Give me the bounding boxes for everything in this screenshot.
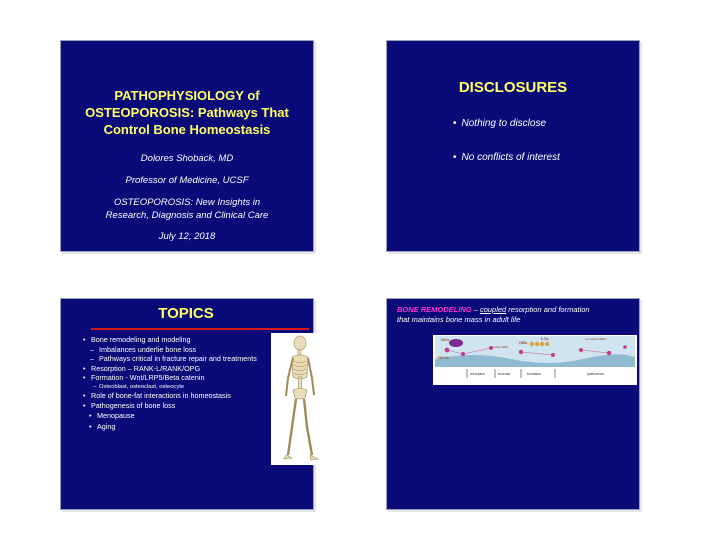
presentation-title [69,87,305,138]
heading-rest: resorption and formation [506,305,590,314]
skeleton-illustration [271,333,327,465]
heading-label: BONE REMODELING [397,305,472,314]
phase-label: reversal [498,372,511,376]
topic-item: • Formation - Wnt/LRP5/Beta catenin [83,373,291,383]
disclosures-title: DISCLOSURES [458,79,568,96]
author-name: Dolores Shoback, MD [140,153,234,164]
phase-label: formation [527,372,542,376]
slide-topics [60,298,314,510]
title-line-1: PATHOPHYSIOLOGY of [114,88,260,103]
topic-item: • Role of bone-fat interactions in homeostasis [83,391,291,401]
label-active-bmu: active BMU [493,345,509,349]
topic-subitem-text: Pathways critical in fracture repair and treatments [99,354,257,364]
topic-subitem-text: Osteoblast, osteoclast, osteocyte [99,383,185,390]
topic-item: • Bone remodeling and modeling [83,335,291,345]
label-obs: OBs [519,340,528,345]
topic-subitem-text: Imbalances underlie bone loss [99,344,197,354]
disclosure-text: Nothing to disclose [461,118,547,129]
disclosure-bullet [453,152,560,163]
bullet-icon: • [453,118,457,129]
topic-subitem: – Pathways critical in fracture repair and treatments [90,354,257,364]
label-lcs: LCs [541,336,549,341]
disclosure-text: No conflicts of interest [461,152,560,163]
label-ocys: OCYs [438,355,449,360]
topic-subitem: – Osteoblast, osteoclast, osteocyte [93,383,185,390]
presentation-date: July 12, 2018 [158,231,216,242]
topics-list [83,335,299,431]
slide-title [60,40,314,252]
bone-remodeling-diagram [433,335,637,385]
slide-bone-remodeling [386,298,640,510]
phase-label: quiescence [587,372,605,376]
slide-disclosures [386,40,640,252]
title-line-3: Control Bone Homeostasis [103,122,271,137]
disclosure-bullet [453,118,546,129]
topic-subitem: – Imbalances underlie bone loss [90,344,197,354]
topics-title: TOPICS [158,305,214,322]
title-line-2: OSTEOPOROSIS: Pathways That [85,105,289,120]
event-line-1: OSTEOPOROSIS: New Insights in [113,197,261,208]
author-position: Professor of Medicine, UCSF [125,175,249,186]
heading-coupled: coupled [479,305,507,314]
label-completed-bmu: completed BMU [585,337,607,341]
remodeling-heading [397,305,637,325]
phase-label: resorption [470,372,486,376]
title-divider [91,328,309,330]
topic-item: • Pathogenesis of bone loss [83,401,291,411]
event-line-2: Research, Diagnosis and Clinical Care [105,210,269,221]
topic-item: • Resorption – RANK-L/RANK/OPG [83,364,291,374]
topic-subitem: • Aging [83,422,297,432]
bullet-icon: • [453,152,457,163]
topic-subitem: • Menopause [83,411,297,421]
heading-rest-line2: that maintains bone mass in adult life [397,315,521,324]
label-ocs: OCs [441,337,450,342]
heading-dash: – [471,305,480,314]
